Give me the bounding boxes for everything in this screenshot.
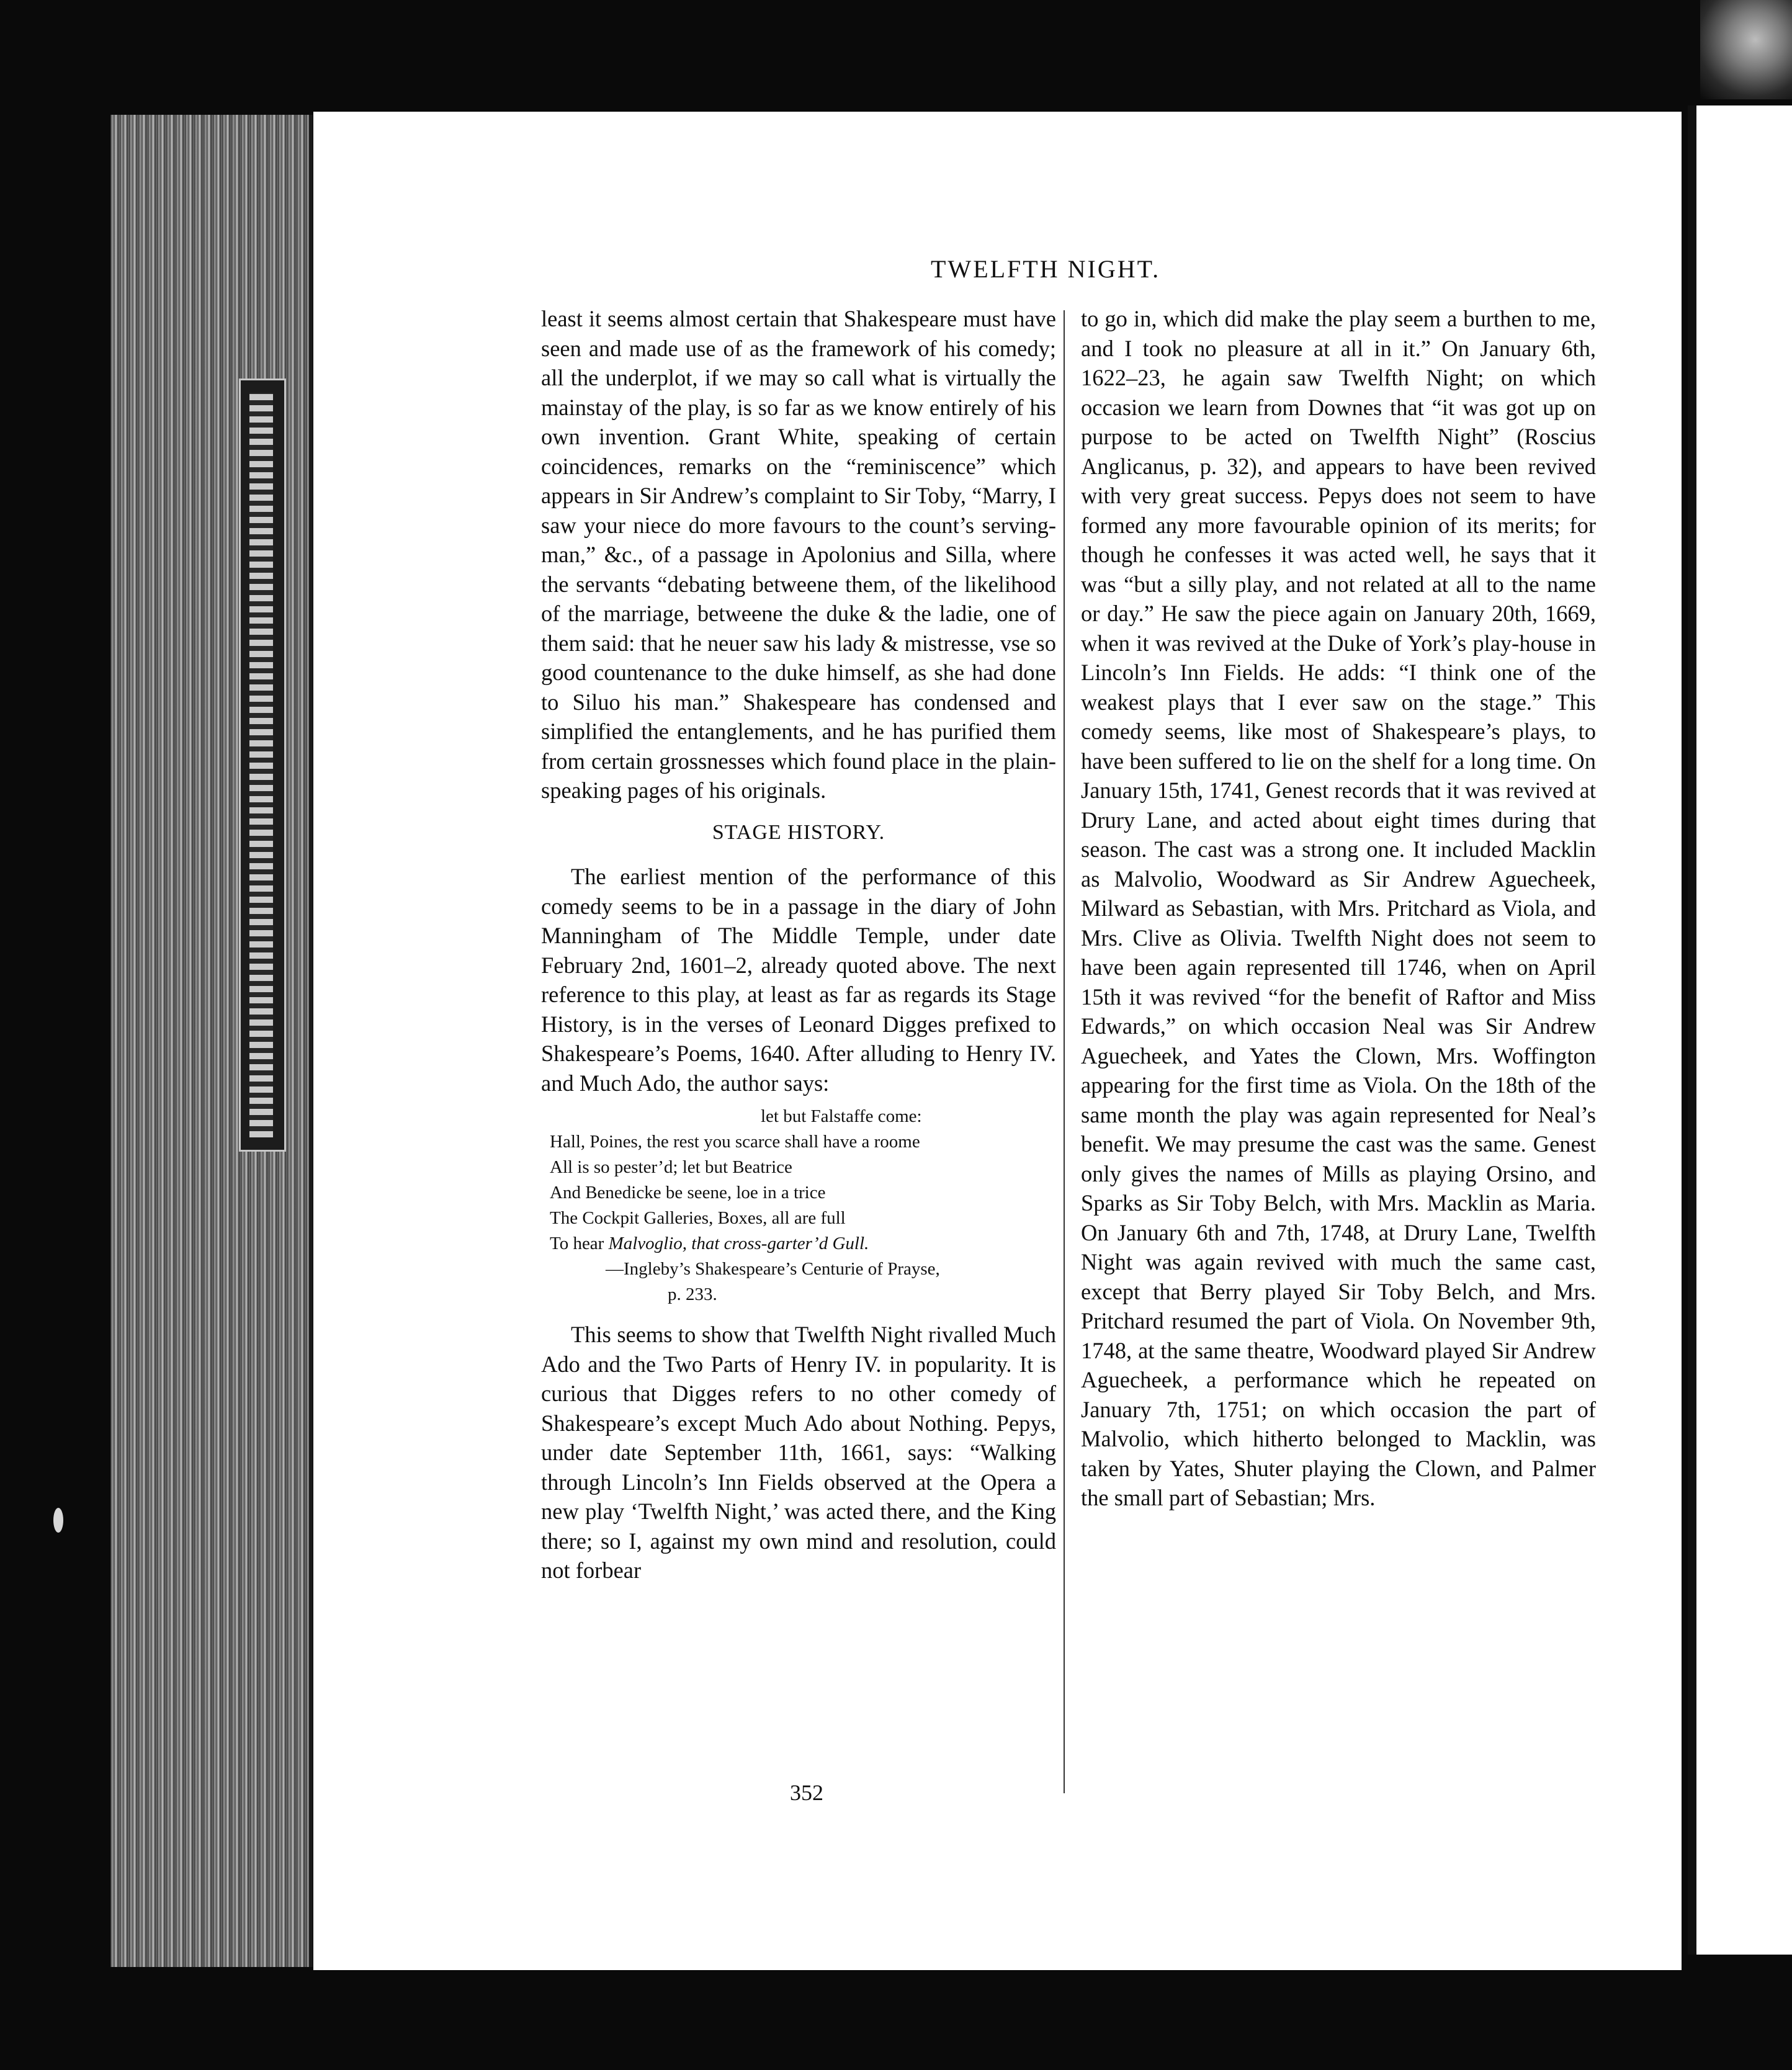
verse-line: Hall, Poines, the rest you scarce shall have a roome — [550, 1132, 920, 1152]
paragraph: to go in, which did make the play seem a burthen to me, and I took no pleasure at all in it.” On January 6th, 1622–23, he again saw Twelfth Night; on which occasion we learn from Downes that “it was got up on purpose to be acted on Twelfth Night” (Roscius Anglicanus, p. 32), and appears to have been revived with very great success. Pepys does not seem to have formed any more favourable opinion of its merits; for though he confesses it was acted well, he says that it was “but a silly play, and not related at all to the name or day.” He saw the piece again on January 20th, 1669, when it was revived at the Duke of York’s play-house in Lincoln’s Inn Fields. He adds: “I think one of the weakest plays that I ever saw on the stage.” This comedy seems, like most of Shakespeare’s plays, to have been suffered to lie on the shelf for a long time. On January 15th, 1741, Genest records that it was revived at Drury Lane, and acted about eight times during that season. The cast was a strong one. It included Macklin as Malvolio, Woodward as Sir Andrew Aguecheek, Milward as Sebastian, with Mrs. Pritchard as Viola, and Mrs. Clive as Olivia. Twelfth Night does not seem to have been again represented till 1746, when on April 15th it was revived “for the benefit of Raftor and Miss Edwards,” on which occasion Neal was Sir Andrew Aguecheek, and Yates the Clown, Mrs. Woffington appearing for the first time as Viola. On the 18th of the same month the play was again represented for Neal’s benefit. We may presume the cast was the same. Genest only gives the names of Mills as playing Orsino, and Sparks as Sir Toby Belch, with Mrs. Macklin as Maria. On January 6th and 7th, 1748, at Drury Lane, Twelfth Night was again revived with much the same cast, except that Berry played Sir Toby Belch, and Mrs. Pritchard resumed the part of Viola. On November 9th, 1748, at the same theatre, Woodward played Sir Andrew Aguecheek, a performance which he repeated on January 7th, 1751; on which occasion the part of Malvolio, which hitherto belonged to Macklin, was taken by Yates, Shuter playing the Clown, and Palmer the small part of Sebastian; Mrs. — [1081, 306, 1596, 1510]
section-heading: STAGE HISTORY. — [712, 820, 885, 844]
quote-attribution-page: p. 233. — [668, 1284, 717, 1304]
paragraph: least it seems almost certain that Shakespeare must have seen and made use of as the framework of his comedy; all the underplot, if we may so call what is virtually the mainstay of the play, is so far as we know entirely of his own invention. Grant White, speaking of certain coincidences, remarks on the “reminiscence” which appears in Sir Andrew’s complaint to Sir Toby, “Marry, I saw your niece do more favours to the count’s serving-man,” &c., of a passage in Apolonius and Silla, where the servants “debating betweene them, of the likelihood of the marriage, betweene the duke & the ladie, one of them said: that he neuer saw his lady & mistresse, vse so good countenance to the duke himself, as she had done to Siluo his man.” Shakespeare has condensed and simplified the entanglements, and he has purified them from certain grossnesses which found place in the plain-speaking pages of his originals. — [541, 306, 1056, 803]
paragraph: This seems to show that Twelfth Night rivalled Much Ado and the Two Parts of Henry IV. in popularity. It is curious that Digges refers to no other comedy of Shakespeare’s except Much Ado about Nothing. Pepys, under date September 11th, 1661, says: “Walking through Lincoln’s Inn Fields observed at the Opera a new play ‘Twelfth Night,’ was acted there, and the King there; so I, against my own mind and resolution, could not forbear — [541, 1322, 1056, 1583]
verse-line-prefix: To hear — [550, 1234, 609, 1253]
quote-attribution: —Ingleby’s Shakespeare’s Centurie of Prayse, — [606, 1259, 940, 1279]
verse-quotation — [550, 1104, 1056, 1307]
page-number: 352 — [790, 1780, 823, 1805]
verse-line: And Benedicke be seene, loe in a trice — [550, 1183, 826, 1203]
library-spine-label — [239, 379, 286, 1152]
torn-corner — [1700, 0, 1792, 99]
verse-line: All is so pester’d; let but Beatrice — [550, 1157, 792, 1177]
verse-line-italic: Malvoglio, that cross-garter’d Gull. — [608, 1234, 869, 1253]
scan-smudge — [53, 1508, 63, 1533]
facing-page-edge — [1688, 105, 1792, 1955]
verse-line: let but Falstaffe come: — [761, 1106, 922, 1126]
verse-line: The Cockpit Galleries, Boxes, all are full — [550, 1208, 846, 1228]
running-head: TWELFTH NIGHT. — [931, 255, 1161, 283]
left-column — [541, 304, 1056, 1585]
right-column — [1081, 304, 1596, 1513]
column-rule — [1064, 310, 1065, 1793]
paragraph: The earliest mention of the performance of this comedy seems to be in a passage in the diary of John Manningham of The Middle Temple, under date February 2nd, 1601–2, already quoted above. The next reference to this play, at least as far as regards its Stage History, is in the verses of Leonard Digges prefixed to Shakespeare’s Poems, 1640. After alluding to Henry IV. and Much Ado, the author says: — [541, 864, 1056, 1096]
spine-label-stripes — [249, 393, 273, 1137]
verse-line — [550, 1231, 1056, 1257]
